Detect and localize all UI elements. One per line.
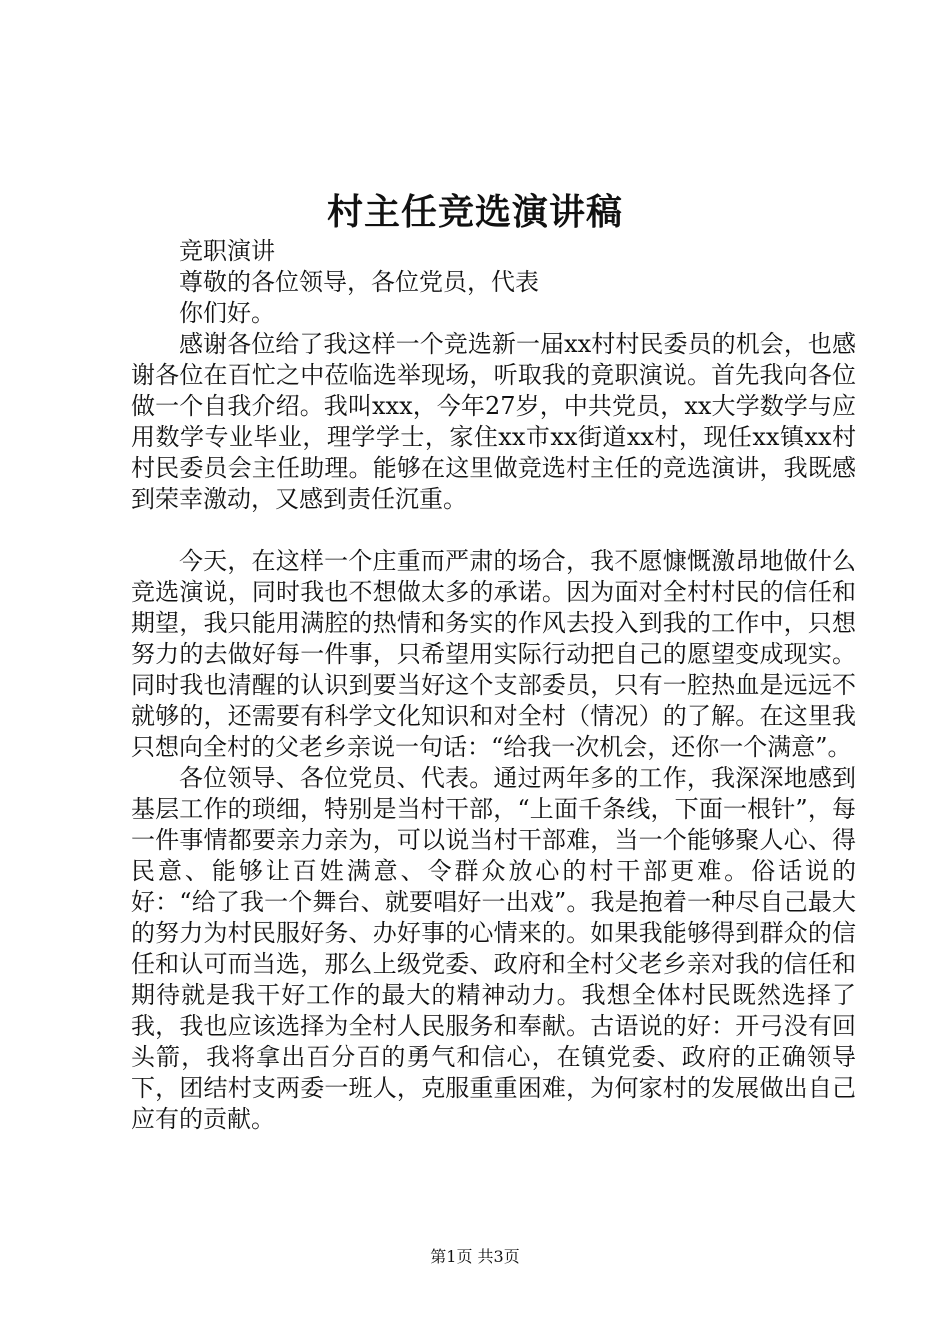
page-number-footer: 第1页 共3页 <box>430 1247 520 1266</box>
paragraph-salutation: 尊敬的各位领导，各位党员，代表 <box>179 268 539 296</box>
paragraph-commitment: 今天，在这样一个庄重而严肃的场合，我不愿慷慨激昂地做什么竞选演说，同时我也不想做太多的承诺。因为面对全村村民的信任和期望，我只能用满腔的热情和务实的作风去投入到我的工作中，只想努力的去做好每一件事，只希望用实际行动把自己的愿望变成现实。同时我也清醒的认识到要当好这个支部委员，只有一腔热血是远远不就够的，还需要有科学文化知识和对全村（情况）的了解。在这里我只想向全村的父老乡亲说一句话：“给我一次机会，还你一个满意”。 <box>131 547 856 761</box>
paragraph-greeting: 你们好。 <box>179 299 275 327</box>
document-body <box>131 236 856 1135</box>
paragraph-heading: 竞职演讲 <box>179 237 275 265</box>
paragraph-work-experience: 各位领导、各位党员、代表。通过两年多的工作，我深深地感到基层工作的琐细，特别是当村干部，“上面千条线，下面一根针”，每一件事情都要亲力亲为，可以说当村干部难，当一个能够聚人心、得民意、能够让百姓满意、令群众放心的村干部更难。俗话说的好：“给了我一个舞台、就要唱好一出戏”。我是抱着一种尽自己最大的努力为村民服好务、办好事的心情来的。如果我能够得到群众的信任和认可而当选，那么上级党委、政府和全村父老乡亲对我的信任和期待就是我干好工作的最大的精神动力。我想全体村民既然选择了我，我也应该选择为全村人民服务和奉献。古语说的好：开弓没有回头箭，我将拿出百分百的勇气和信心，在镇党委、政府的正确领导下，团结村支两委一班人，克服重重困难，为何家村的发展做出自己应有的贡献。 <box>131 764 856 1133</box>
paragraph-introduction: 感谢各位给了我这样一个竞选新一届xx村村民委员的机会，也感谢各位在百忙之中莅临选举现场，听取我的竟职演说。首先我向各位做一个自我介绍。我叫xxx，今年27岁，中共党员，xx大学数学与应用数学专业毕业，理学学士，家住xx市xx街道xx村，现任xx镇xx村村民委员会主任助理。能够在这里做竞选村主任的竞选演讲，我既感到荣幸激动，又感到责任沉重。 <box>131 330 856 513</box>
document-title: 村主任竞选演讲稿 <box>326 191 623 233</box>
